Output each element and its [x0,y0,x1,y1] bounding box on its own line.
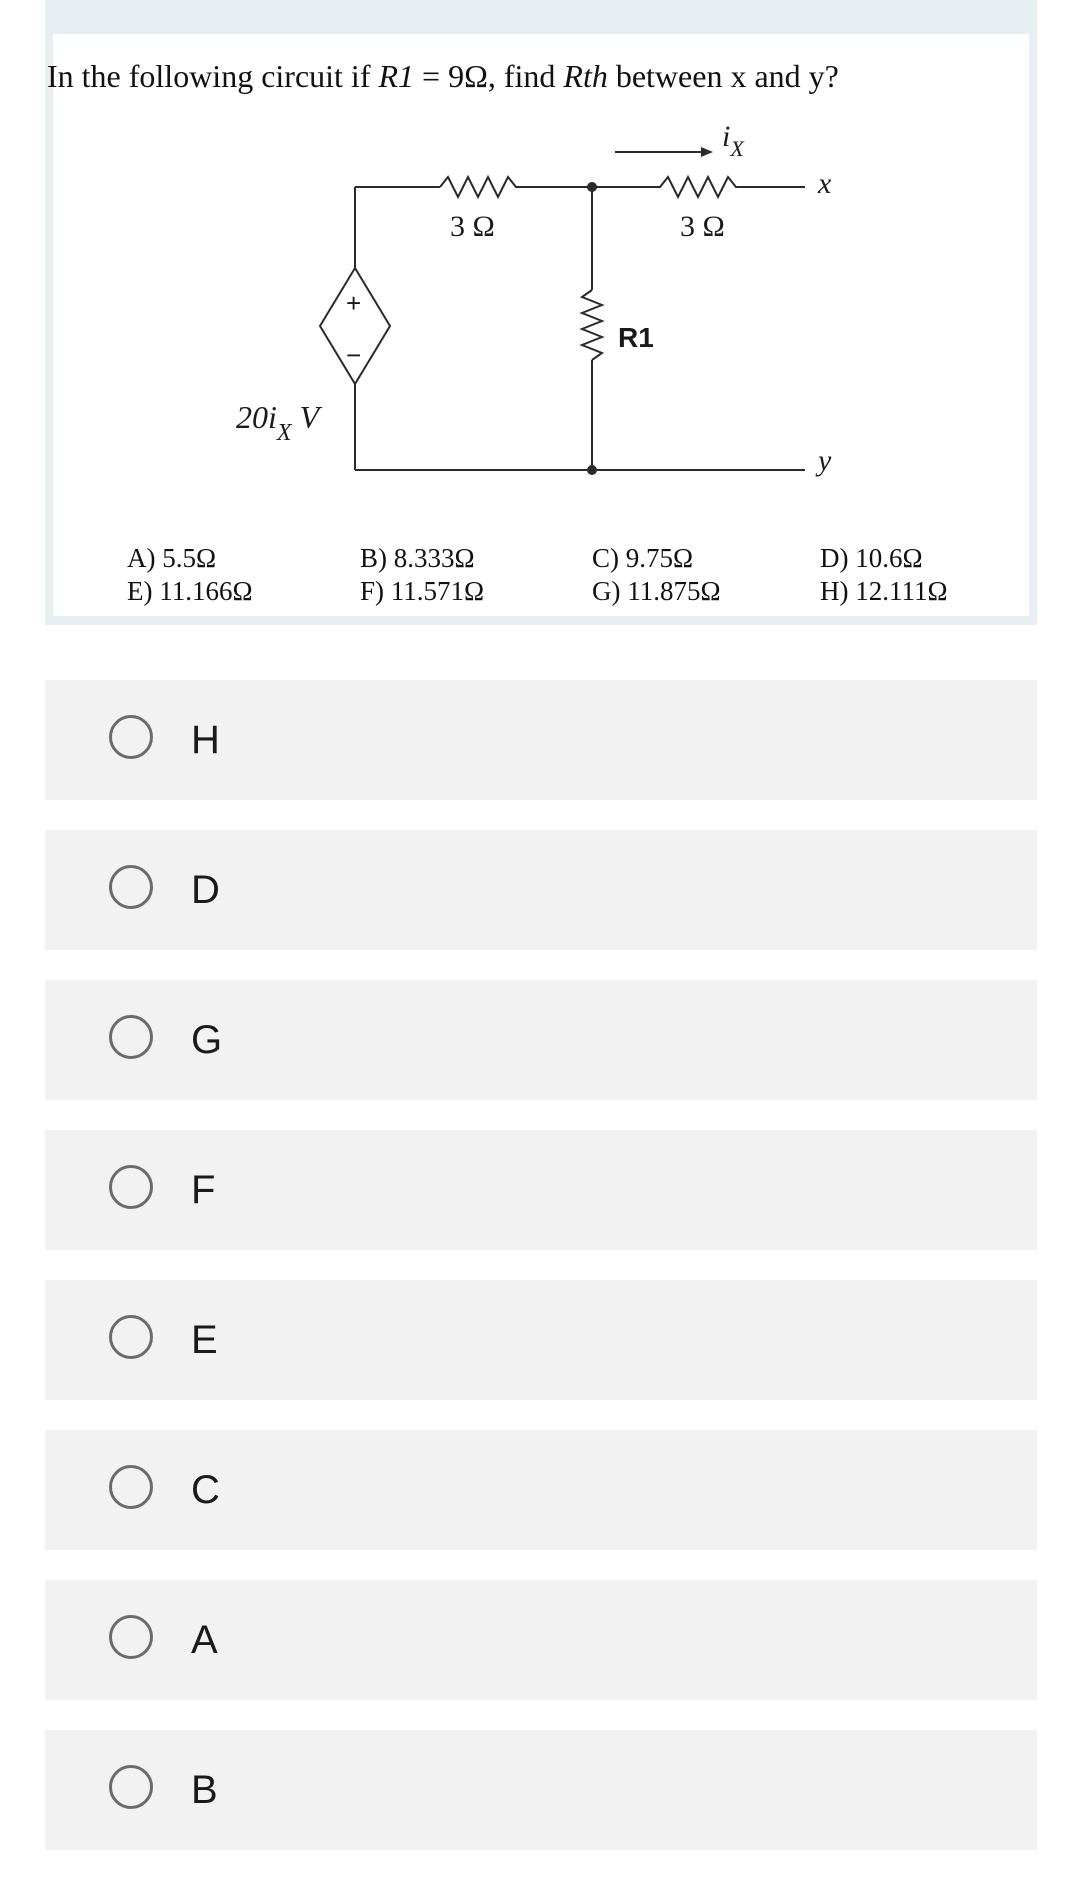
answer-choice: C) 9.75Ω [592,543,694,573]
answer-choice: G) 11.875Ω [592,576,721,606]
radio-button[interactable] [109,1165,153,1209]
answer-col-2 [360,542,484,608]
resistor-left-label: 3 Ω [450,210,495,243]
option-d[interactable] [45,830,1037,950]
option-b[interactable] [45,1730,1037,1850]
option-g[interactable] [45,980,1037,1100]
answer-col-4 [820,542,948,608]
node-top [587,182,597,192]
answer-col-3 [592,542,721,608]
option-label: C [191,1468,220,1512]
option-h[interactable] [45,680,1037,800]
radio-button[interactable] [109,1315,153,1359]
terminal-x-label: x [818,167,832,200]
resistor-3ohm-right [590,177,755,197]
resistor-3ohm-left [440,177,590,197]
resistor-right-label: 3 Ω [680,210,725,243]
option-label: D [191,868,220,912]
radio-button[interactable] [109,1465,153,1509]
option-label: F [191,1168,216,1212]
source-minus: − [346,340,362,370]
radio-button[interactable] [109,715,153,759]
question-text: In the following circuit if R1 = 9Ω, find Rth between x and y? [47,58,839,94]
source-label: $20i_X$ V [236,399,320,446]
answer-choice: D) 10.6Ω [820,543,923,573]
resistor-r1-label: R1 [618,322,654,353]
answer-choice: E) 11.166Ω [127,576,253,606]
option-label: B [191,1768,218,1812]
option-f[interactable] [45,1130,1037,1250]
current-arrowhead [701,147,713,157]
radio-button[interactable] [109,1765,153,1809]
option-e[interactable] [45,1280,1037,1400]
radio-button[interactable] [109,865,153,909]
answer-choice: B) 8.333Ω [360,543,475,573]
resistor-r1 [582,290,602,360]
option-c[interactable] [45,1430,1037,1550]
option-label: G [191,1018,223,1062]
source-plus: + [346,288,362,318]
answer-choice: F) 11.571Ω [360,576,485,606]
option-label: H [191,718,220,762]
answer-choice: A) 5.5Ω [127,543,217,573]
terminal-y-label: y [818,444,832,477]
node-bottom [587,465,597,475]
option-label: A [191,1618,218,1662]
current-label: $i_X$ [722,120,744,161]
answer-choice: H) 12.111Ω [820,576,948,606]
radio-button[interactable] [109,1015,153,1059]
circuit-diagram [0,0,1080,620]
answer-col-1 [127,542,253,608]
option-a[interactable] [45,1580,1037,1700]
option-label: E [191,1318,218,1362]
radio-button[interactable] [109,1615,153,1659]
